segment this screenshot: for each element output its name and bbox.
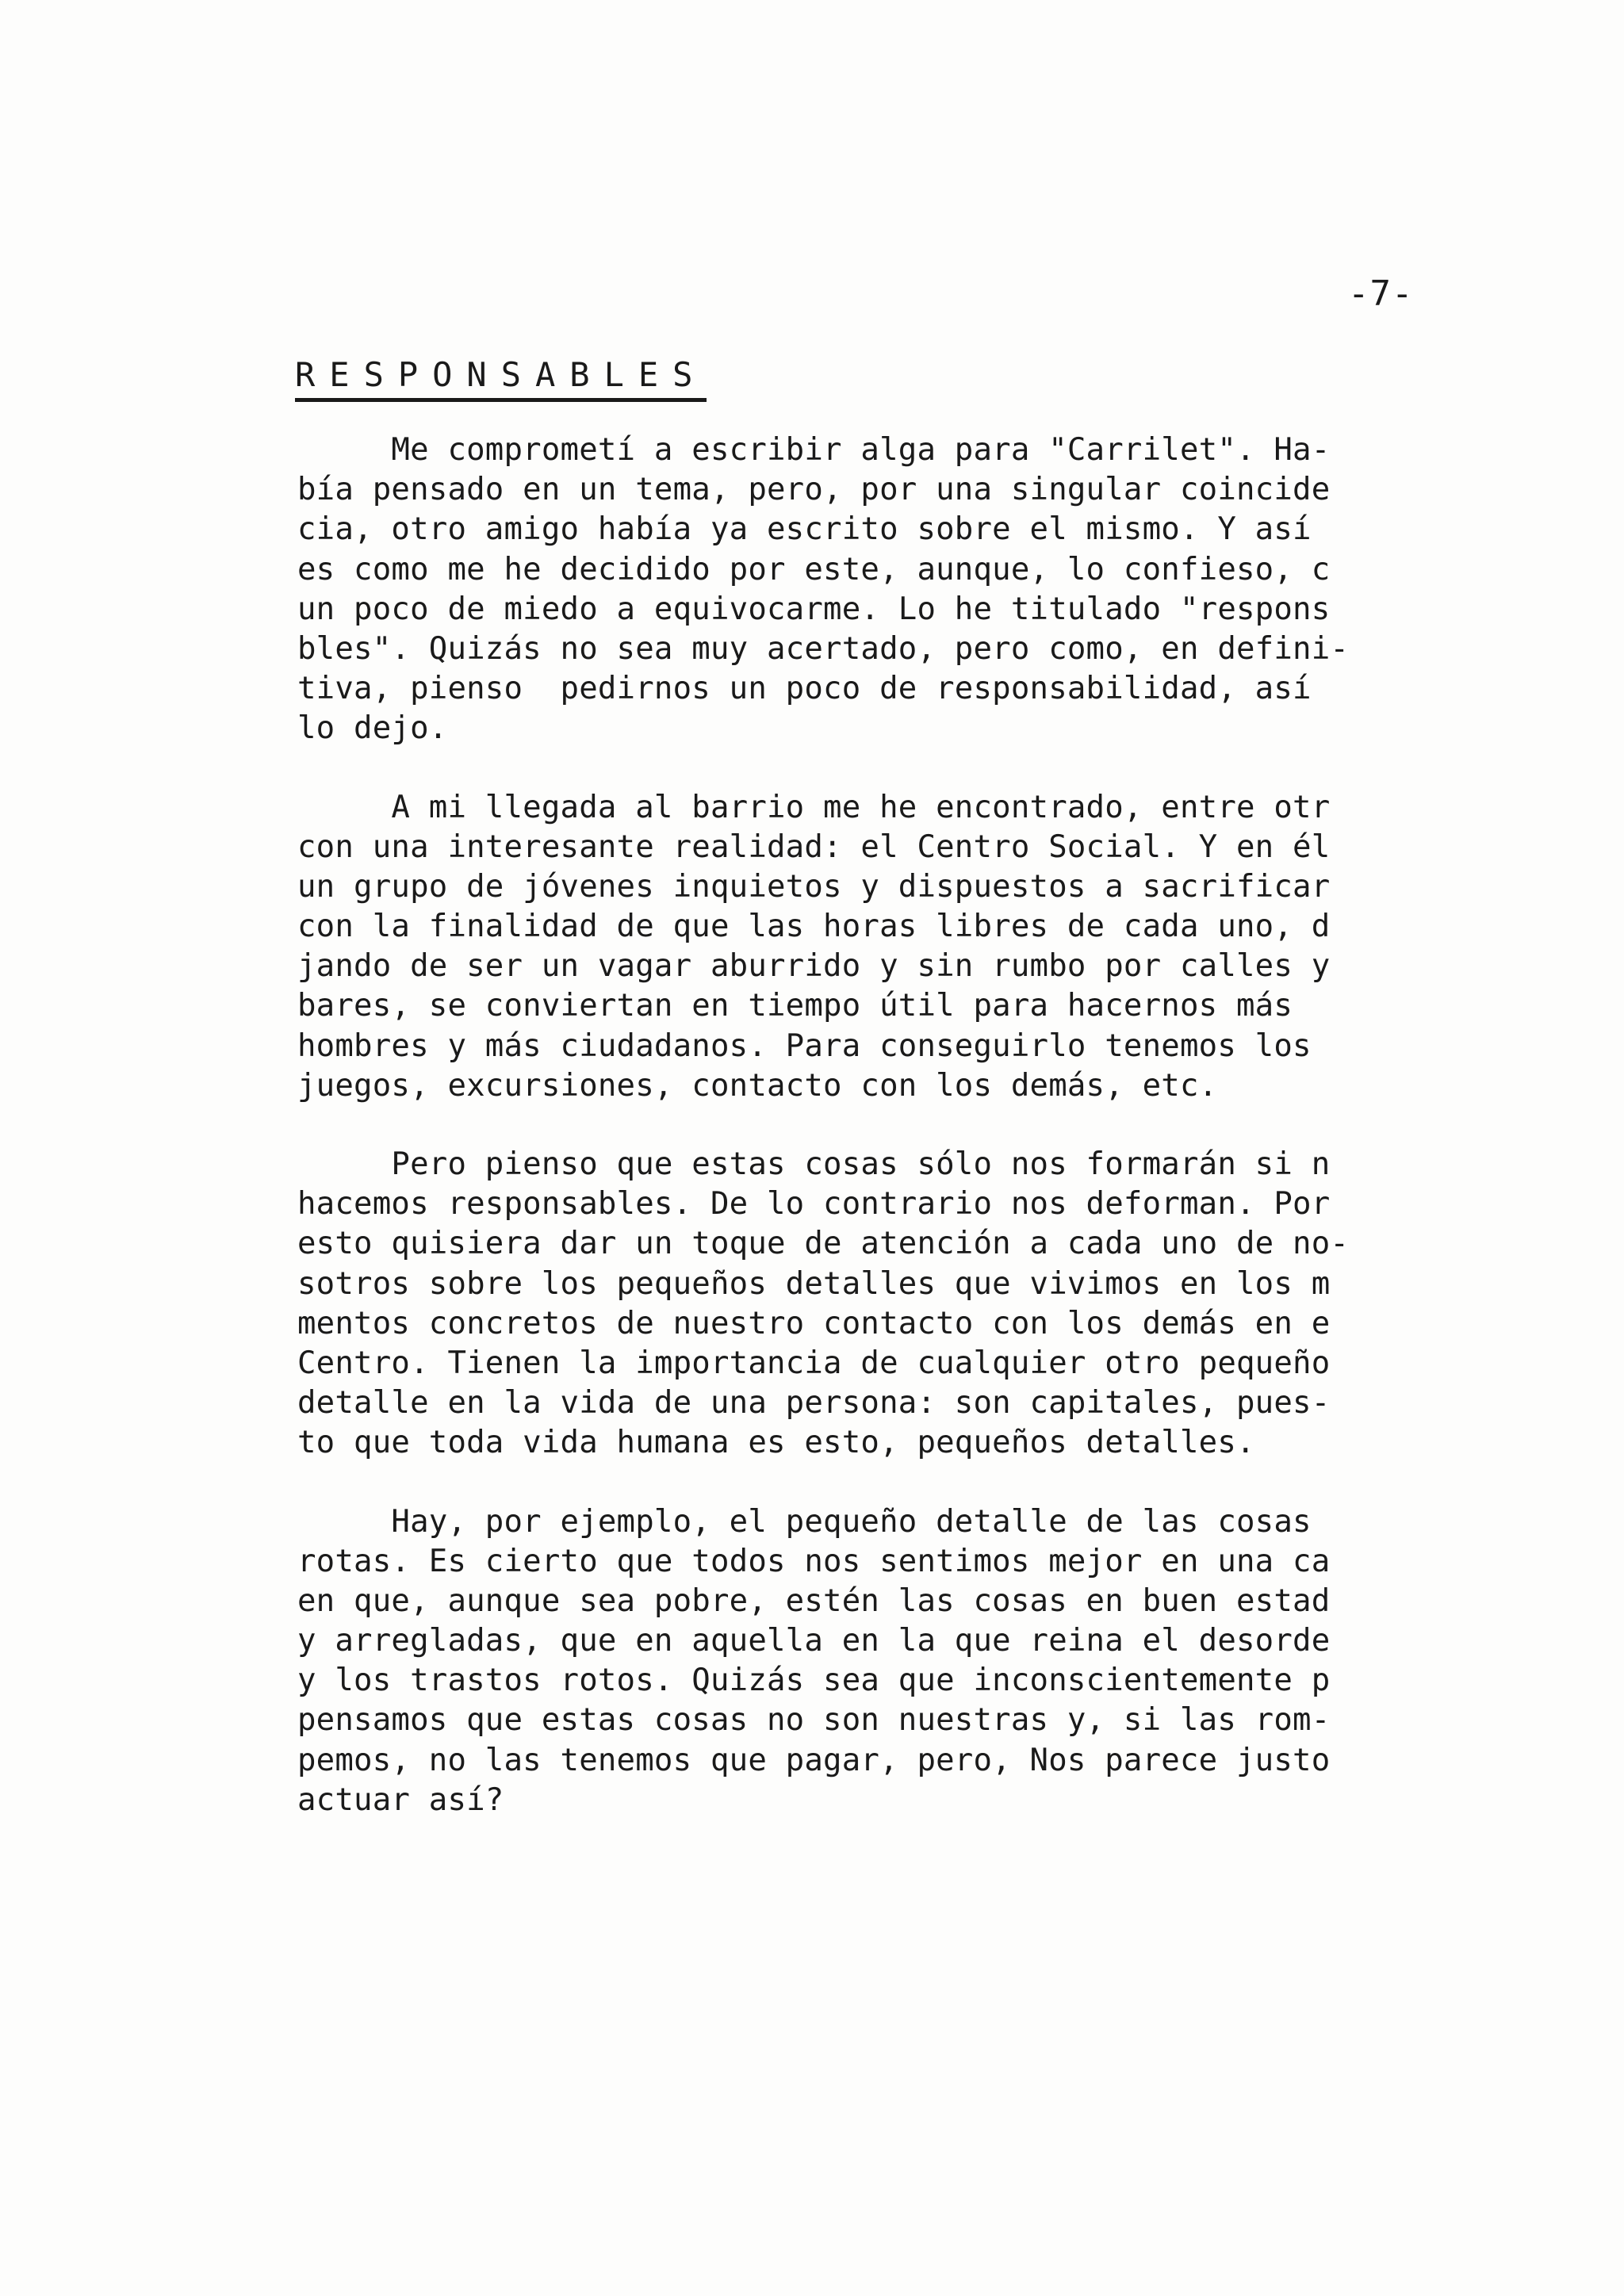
text-line: Me comprometí a escribir alga para "Carrilet". Ha- <box>297 432 1331 468</box>
text-line: en que, aunque sea pobre, estén las cosas en buen estad <box>297 1582 1331 1619</box>
text-line: detalle en la vida de una persona: son capitales, pues- <box>297 1385 1331 1422</box>
text-line: rotas. Es cierto que todos nos sentimos mejor en una ca <box>297 1543 1331 1579</box>
text-line: bares, se conviertan en tiempo útil para hacernos más <box>297 988 1293 1024</box>
page-title: RESPONSABLES <box>295 357 707 402</box>
text-line: hacemos responsables. De lo contrario nos deforman. Por <box>297 1186 1331 1223</box>
text-line: tiva, pienso pedirnos un poco de responsabilidad, así <box>297 671 1312 707</box>
text-line: cia, otro amigo había ya escrito sobre el mismo. Y así <box>297 511 1312 548</box>
text-line: bía pensado en un tema, pero, por una singular coincide <box>297 472 1331 508</box>
paragraph-3 <box>297 1145 1408 1464</box>
text-line: es como me he decidido por este, aunque, lo confieso, c <box>297 551 1331 587</box>
text-line: pensamos que estas cosas no son nuestras y, si las rom- <box>297 1702 1331 1739</box>
paragraph-4 <box>297 1502 1408 1821</box>
text-line: con una interesante realidad: el Centro Social. Y en él <box>297 828 1331 865</box>
text-line: un poco de miedo a equivocarme. Lo he titulado "respons <box>297 591 1331 627</box>
text-line: Hay, por ejemplo, el pequeño detalle de las cosas <box>297 1503 1312 1540</box>
text-line: to que toda vida humana es esto, pequeños detalles. <box>297 1425 1255 1461</box>
text-line: pemos, no las tenemos que pagar, pero, Nos parece justo <box>297 1742 1331 1778</box>
text-line: actuar así? <box>297 1781 504 1818</box>
text-line: bles". Quizás no sea muy acertado, pero como, en defini- <box>297 630 1350 667</box>
text-line: con la finalidad de que las horas libres de cada uno, d <box>297 909 1331 945</box>
text-line: juegos, excursiones, contacto con los demás, etc. <box>297 1067 1218 1104</box>
text-line: un grupo de jóvenes inquietos y dispuestos a sacrificar <box>297 868 1331 905</box>
body-text <box>297 430 1408 1859</box>
text-line: esto quisiera dar un toque de atención a cada uno de no- <box>297 1226 1350 1262</box>
text-line: y los trastos rotos. Quizás sea que inconscientemente p <box>297 1663 1331 1699</box>
text-line: hombres y más ciudadanos. Para conseguirlo tenemos los <box>297 1027 1312 1064</box>
paragraph-1 <box>297 430 1408 749</box>
text-line: A mi llegada al barrio me he encontrado, entre otr <box>297 789 1331 825</box>
text-line: jando de ser un vagar aburrido y sin rumbo por calles y <box>297 948 1331 985</box>
text-line: Centro. Tienen la importancia de cualquier otro pequeño <box>297 1345 1331 1381</box>
text-line: Pero pienso que estas cosas sólo nos formarán si n <box>297 1146 1331 1182</box>
page-number: -7- <box>1348 274 1414 314</box>
paragraph-2 <box>297 788 1408 1107</box>
text-line: mentos concretos de nuestro contacto con los demás en e <box>297 1305 1331 1341</box>
text-line: y arregladas, que en aquella en la que reina el desorde <box>297 1623 1331 1659</box>
text-line: sotros sobre los pequeños detalles que vivimos en los m <box>297 1265 1331 1302</box>
text-line: lo dejo. <box>297 710 448 747</box>
